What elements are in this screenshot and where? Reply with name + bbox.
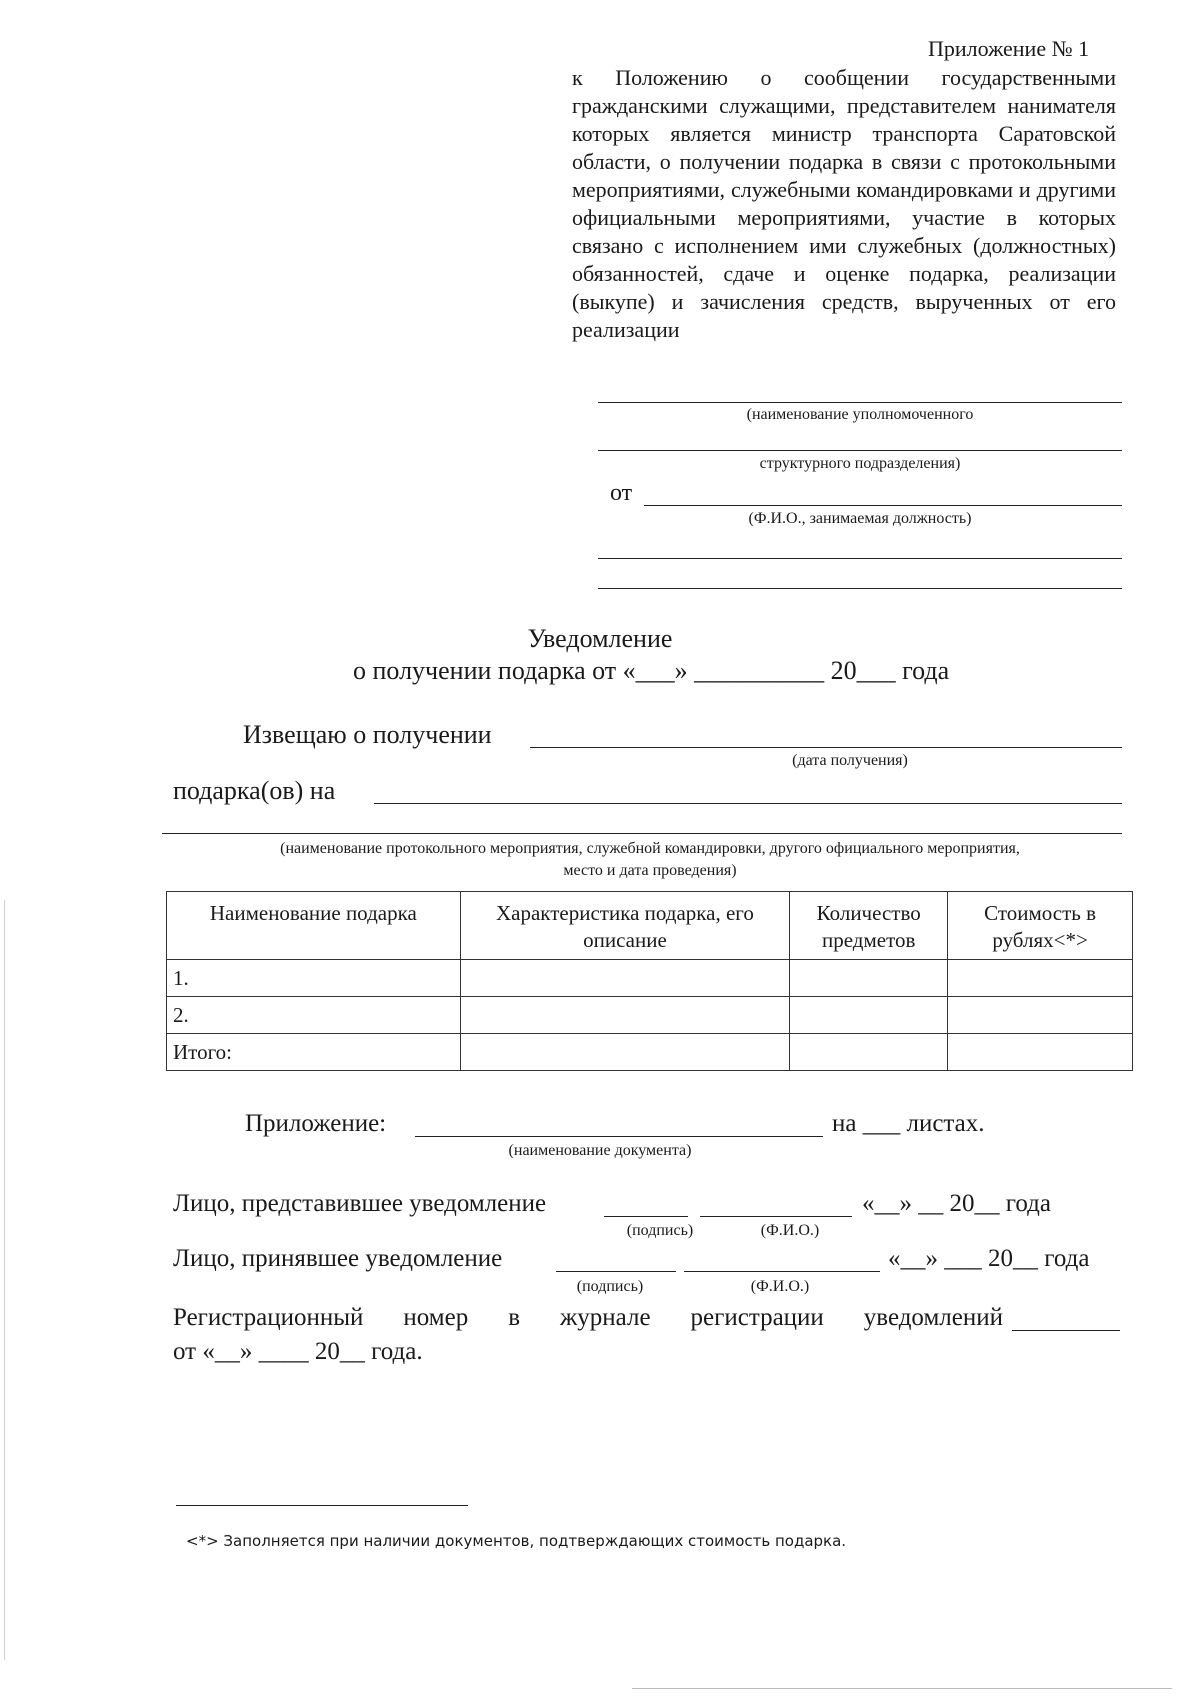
submitted-label: Лицо, представившее уведомление (173, 1190, 547, 1217)
table-cell[interactable] (948, 1034, 1133, 1071)
event-line-2[interactable] (162, 833, 1122, 834)
table-cell: 2. (167, 997, 461, 1034)
table-cell[interactable] (460, 997, 790, 1034)
notice-subtitle: о получении подарка от «___» __________ 20___ года (353, 656, 950, 685)
received-label: Лицо, принявшее уведомление (173, 1245, 503, 1272)
submitted-signature-line[interactable] (604, 1216, 688, 1217)
gifts-label: подарка(ов) на (173, 776, 336, 805)
submitted-name-line[interactable] (700, 1216, 852, 1217)
addressee-line-2[interactable] (598, 450, 1122, 451)
table-cell[interactable] (948, 960, 1133, 997)
received-signature-caption: (подпись) (576, 1278, 644, 1295)
received-signature-line[interactable] (556, 1271, 676, 1272)
addressee-caption-3: (Ф.И.О., занимаемая должность) (748, 510, 972, 527)
addressee-line-3[interactable] (598, 558, 1122, 559)
col-header-cost: Стоимость в рублях<*> (948, 892, 1133, 960)
footnote-text: <*> Заполняется при наличии документов, подтверждающих стоимость подарка. (186, 1532, 847, 1550)
appendix-title: Приложение № 1 (928, 36, 1090, 61)
table-cell[interactable] (460, 960, 790, 997)
receipt-date-line[interactable] (530, 747, 1122, 748)
registration-line-2: от «__» ____ 20__ года. (173, 1338, 423, 1365)
addressee-caption-2: структурного подразделения) (759, 455, 961, 472)
received-date: «__» ___ 20__ года (888, 1245, 1090, 1272)
table-row (167, 997, 1133, 1034)
table-cell: 1. (167, 960, 461, 997)
table-cell[interactable] (790, 1034, 948, 1071)
received-name-line[interactable] (684, 1271, 880, 1272)
table-row (167, 960, 1133, 997)
appendix-body: к Положению о сообщении государственными гражданскими служащими, представителем нанимателя которых является министр транспорта Саратовской области, о получении подарка в связи с протокольными мероприятиями, служебными командировками и другими официальными мероприятиями, участие в которых связано с исполнением ими служебных (должностных) обязанностей, сдаче и оценке подарка, реализации (выкупе) и зачисления средств, вырученных от его реализации (572, 65, 1116, 342)
attachment-line[interactable] (415, 1136, 823, 1137)
scan-bottom-mark (632, 1688, 1172, 1689)
addressee-line-4[interactable] (598, 588, 1122, 589)
registration-line-1: Регистрационный номер в журнале регистрации уведомлений (173, 1304, 1003, 1331)
event-line-1[interactable] (374, 803, 1122, 804)
table-header-row (167, 892, 1133, 960)
table-cell: Итого: (167, 1034, 461, 1071)
col-header-name: Наименование подарка (167, 892, 461, 960)
table-total-row (167, 1034, 1133, 1071)
addressee-line-1[interactable] (598, 402, 1122, 403)
attachment-caption: (наименование документа) (508, 1142, 692, 1159)
from-line[interactable] (644, 505, 1122, 506)
gift-table (166, 891, 1133, 1071)
receipt-date-caption: (дата получения) (792, 752, 908, 769)
col-header-quantity: Количество предметов (790, 892, 948, 960)
table-cell[interactable] (790, 960, 948, 997)
received-name-caption: (Ф.И.О.) (750, 1278, 810, 1295)
scan-margin-mark (4, 900, 5, 1660)
table-cell[interactable] (790, 997, 948, 1034)
from-label: от (610, 480, 633, 506)
attachment-label: Приложение: (245, 1110, 387, 1137)
event-caption: (наименование протокольного мероприятия, служебной командировки, другого официального мероприятия, место и дата проведения) (280, 840, 1020, 879)
col-header-description: Характеристика подарка, его описание (460, 892, 790, 960)
notify-label: Извещаю о получении (243, 720, 492, 749)
table-cell[interactable] (948, 997, 1133, 1034)
table-cell[interactable] (460, 1034, 790, 1071)
registration-number-line[interactable] (1012, 1330, 1120, 1331)
submitted-signature-caption: (подпись) (626, 1222, 694, 1239)
footnote-separator (176, 1505, 468, 1506)
submitted-name-caption: (Ф.И.О.) (760, 1222, 820, 1239)
notice-title: Уведомление (527, 624, 673, 653)
addressee-caption-1: (наименование уполномоченного (746, 406, 974, 423)
attachment-sheets: на ___ листах. (832, 1110, 985, 1137)
submitted-date: «__» __ 20__ года (862, 1190, 1051, 1217)
